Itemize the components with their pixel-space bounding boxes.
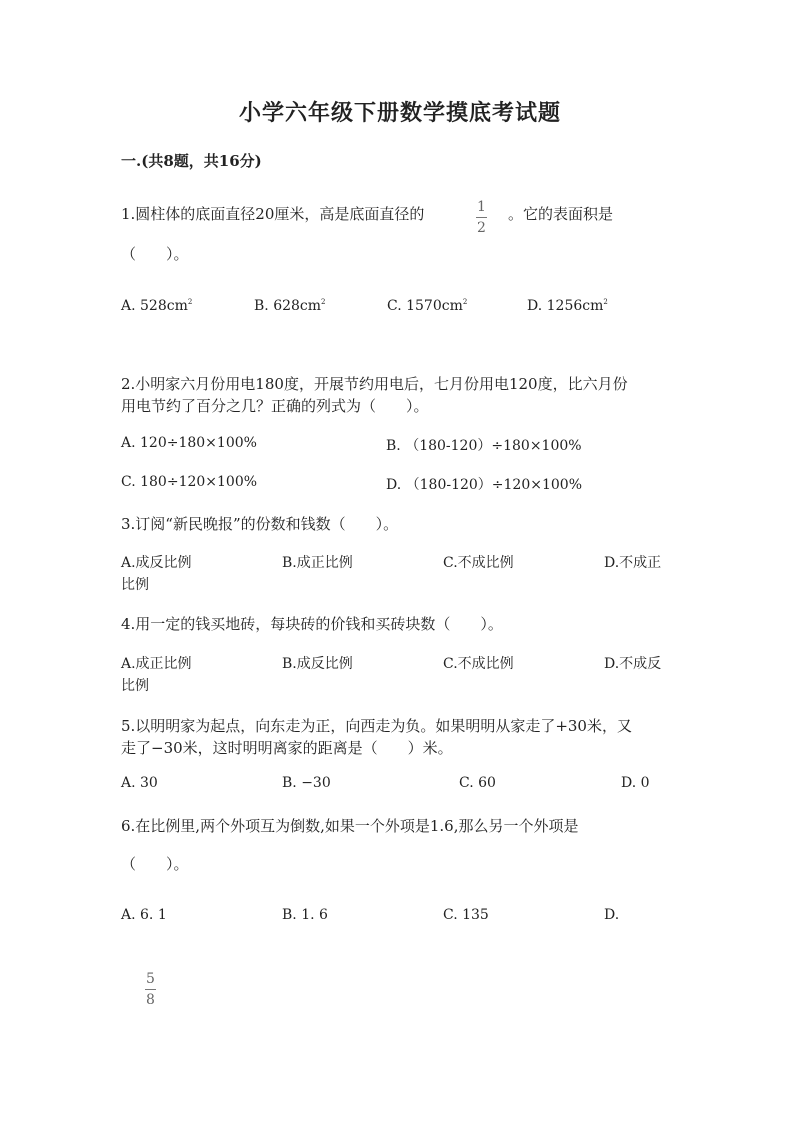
question-2-line-1: 2.小明家六月份用电180度，开展节约用电后，七月份用电120度，比六月份 — [121, 375, 628, 393]
question-5-option-c[interactable]: C. 60 — [459, 775, 496, 791]
question-4-option-b[interactable]: B.成反比例 — [282, 656, 353, 672]
fraction-numerator: 1 — [477, 199, 486, 215]
question-4-option-a[interactable]: A.成正比例 — [121, 656, 192, 672]
question-1-option-a[interactable]: A. $528cm^2$ — [121, 298, 193, 314]
question-3-option-c[interactable]: C.不成比例 — [443, 555, 514, 571]
fraction-bar — [145, 989, 156, 990]
question-2-option-d[interactable]: D. （180-120）÷120×100% — [386, 477, 583, 493]
question-6-option-b[interactable]: B. 1. 6 — [282, 907, 328, 923]
question-5-option-d[interactable]: D. 0 — [621, 775, 650, 791]
question-6-option-d-fraction — [145, 972, 156, 1007]
question-4-text: 4.用一定的钱买地砖，每块砖的价钱和买砖块数（ ）。 — [121, 615, 503, 633]
section-heading: 一.(共8题，共16分) — [121, 152, 262, 170]
question-1-blank: （ ）。 — [121, 245, 189, 263]
fraction-numerator: 5 — [146, 971, 155, 987]
question-6-option-c[interactable]: C. 135 — [443, 907, 489, 923]
question-2-option-b[interactable]: B. （180-120）÷180×100% — [386, 438, 582, 454]
question-1-option-c[interactable]: C. $1570cm^2$ — [387, 298, 468, 314]
question-3-text: 3.订阅“新民晚报”的份数和钱数（ ）。 — [121, 515, 399, 533]
question-6-blank: （ ）。 — [121, 855, 189, 873]
question-1-text: 1.圆柱体的底面直径20厘米，高是底面直径的 — [121, 205, 425, 223]
fraction-bar — [476, 217, 487, 218]
question-5-line-1: 5.以明明家为起点，向东走为正，向西走为负。如果明明从家走了+30米，又 — [121, 717, 632, 735]
question-3-option-d[interactable]: D.不成正 — [604, 555, 662, 571]
question-1-fraction — [476, 200, 487, 235]
question-2-option-c[interactable]: C. 180÷120×100% — [121, 474, 258, 490]
fraction-denominator: 8 — [146, 992, 155, 1008]
question-3-option-a[interactable]: A.成反比例 — [121, 555, 192, 571]
page-title: 小学六年级下册数学摸底考试题 — [238, 100, 561, 126]
question-4-option-d[interactable]: D.不成反 — [604, 656, 662, 672]
question-5-line-2: 走了−30米，这时明明离家的距离是（ ）米。 — [121, 739, 453, 757]
question-2-option-a[interactable]: A. 120÷180×100% — [121, 435, 257, 451]
question-1-option-b[interactable]: B. $628cm^2$ — [254, 298, 326, 314]
question-1-text-continued: 。它的表面积是 — [508, 205, 614, 223]
question-5-option-b[interactable]: B. −30 — [282, 775, 331, 791]
question-6-text: 6.在比例里,两个外项互为倒数,如果一个外项是1.6,那么另一个外项是 — [121, 817, 579, 835]
question-6-option-a[interactable]: A. 6. 1 — [121, 907, 167, 923]
fraction-denominator: 2 — [477, 220, 486, 236]
question-4-option-c[interactable]: C.不成比例 — [443, 656, 514, 672]
question-2-line-2: 用电节约了百分之几？正确的列式为（ ）。 — [121, 397, 429, 415]
question-1-option-d[interactable]: D. $1256cm^2$ — [527, 298, 608, 314]
question-3-option-b[interactable]: B.成正比例 — [282, 555, 353, 571]
question-4-option-d-wrap: 比例 — [121, 678, 149, 694]
question-6-option-d[interactable]: D. — [604, 907, 620, 923]
question-5-option-a[interactable]: A. 30 — [121, 775, 158, 791]
question-3-option-d-wrap: 比例 — [121, 577, 149, 593]
